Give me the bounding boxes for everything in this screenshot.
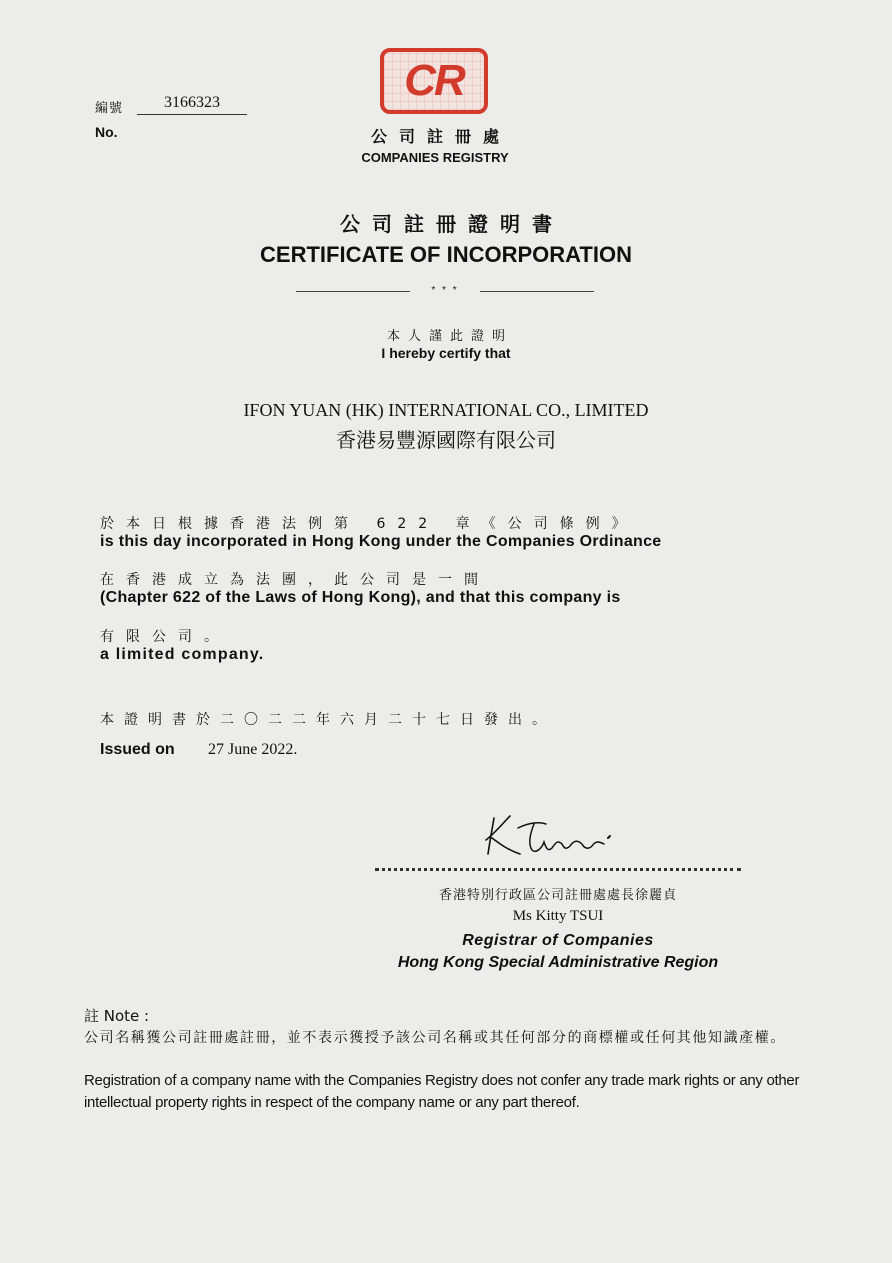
body-line1-en: is this day incorporated in Hong Kong under the Companies Ordinance bbox=[100, 533, 662, 550]
company-name-en: IFON YUAN (HK) INTERNATIONAL CO., LIMITED bbox=[243, 400, 649, 420]
registry-name-en: COMPANIES REGISTRY bbox=[361, 150, 509, 165]
registrar-name-zh: 香港特別行政區公司註冊處處長徐麗貞 bbox=[438, 888, 677, 903]
certify-text-zh: 本人謹此證明 bbox=[386, 329, 513, 344]
note-text-zh: 公司名稱獲公司註冊處註冊，並不表示獲授予該公司名稱或其任何部分的商標權或任何其他知識產權。 bbox=[84, 1030, 786, 1046]
divider-stars: * * * bbox=[431, 285, 459, 296]
certificate-title-zh: 公司註冊證明書 bbox=[340, 212, 564, 236]
certify-text-en: I hereby certify that bbox=[381, 345, 511, 361]
number-label-en: No. bbox=[95, 124, 118, 140]
note-label: 註 Note : bbox=[84, 1007, 150, 1025]
company-name-zh: 香港易豐源國際有限公司 bbox=[336, 428, 556, 452]
registrar-name-en: Ms Kitty TSUI bbox=[512, 908, 604, 924]
registrar-title: Registrar of Companies bbox=[462, 932, 654, 949]
body-line2-en: (Chapter 622 of the Laws of Hong Kong), and that this company is bbox=[100, 589, 621, 606]
issued-label-en: Issued on bbox=[100, 741, 175, 758]
certificate-number: 3166323 bbox=[137, 94, 247, 115]
logo-text: CR bbox=[404, 56, 464, 105]
issued-date-en: 27 June 2022. bbox=[208, 741, 298, 758]
body-line1-zh: 於本日根據香港法例第 622 章《公司條例》 bbox=[100, 516, 638, 532]
registrar-signature bbox=[478, 810, 628, 860]
note-text-en: Registration of a company name with the Companies Registry does not confer any trade mark rights or any other intellectual property rights in respect of the company name or any part thereof. bbox=[84, 1072, 800, 1111]
body-line3-zh: 有限公司。 bbox=[100, 629, 230, 645]
body-line2-zh: 在香港成立為法團，此公司是一間 bbox=[100, 572, 490, 588]
registrar-region: Hong Kong Special Administrative Region bbox=[397, 954, 719, 971]
companies-registry-logo bbox=[380, 48, 488, 114]
registry-name-zh: 公司註冊處 bbox=[370, 127, 511, 146]
divider-line-right bbox=[480, 291, 594, 292]
body-line3-en: a limited company. bbox=[100, 646, 265, 663]
certificate-title-en: CERTIFICATE OF INCORPORATION bbox=[260, 242, 632, 267]
title-divider bbox=[296, 286, 594, 298]
number-label-zh: 編號 bbox=[95, 101, 124, 116]
signature-line bbox=[375, 868, 741, 871]
issued-text-zh: 本證明書於二〇二二年六月二十七日發出。 bbox=[100, 712, 556, 728]
